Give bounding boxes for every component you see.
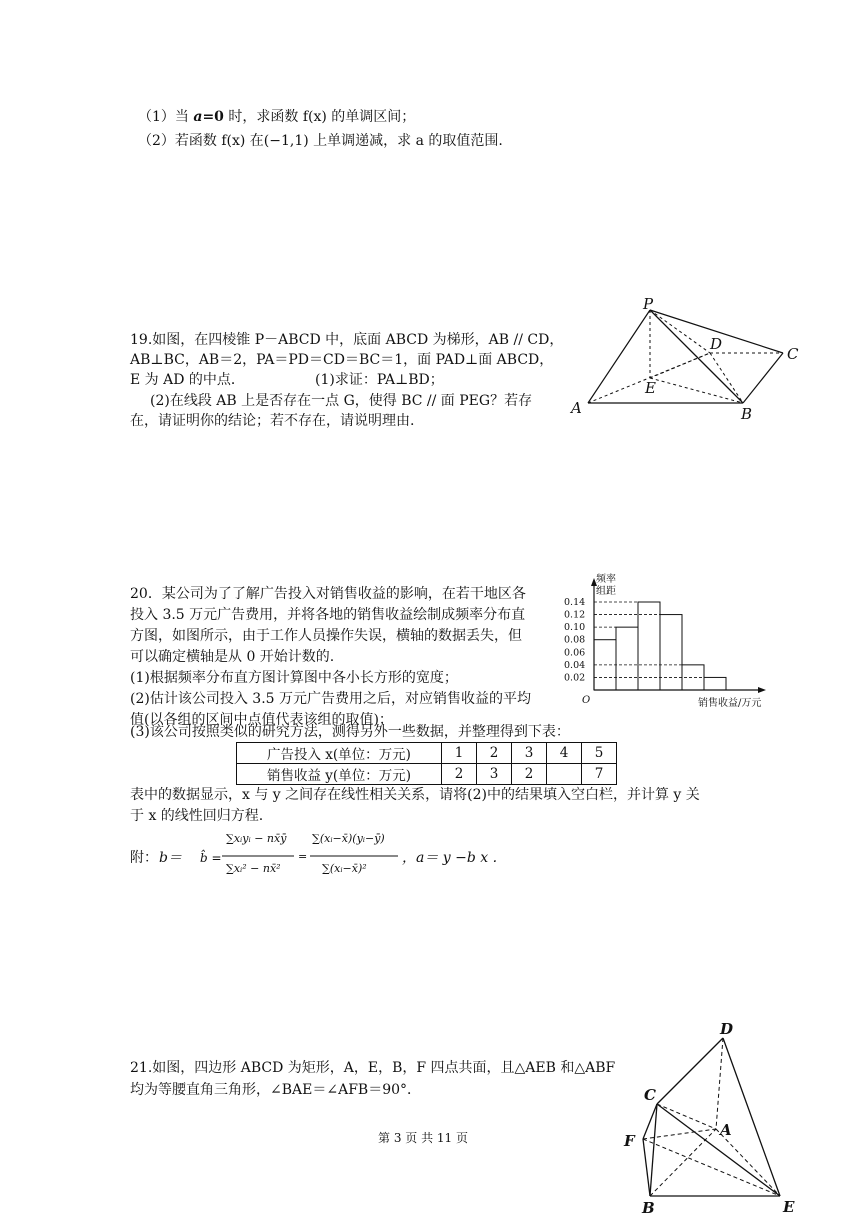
table-cell-blank xyxy=(547,764,582,785)
table-cell: 2 xyxy=(442,764,477,785)
table-cell: 5 xyxy=(582,743,617,764)
y-label-top: 频率 xyxy=(596,574,616,585)
q19-line3a: E 为 AD 的中点． xyxy=(130,372,245,388)
formula-bhat2: b̂ = xyxy=(200,851,222,865)
table-cell: 3 xyxy=(477,764,512,785)
table-cell: 7 xyxy=(582,764,617,785)
label-P: P xyxy=(643,295,654,313)
table-row xyxy=(237,764,617,785)
y-tick-label: 0.04 xyxy=(564,659,586,671)
table-cell: 1 xyxy=(442,743,477,764)
y-label-bottom: 组距 xyxy=(596,586,616,597)
q20-line2: 投入 3.5 万元广告费用，并将各地的销售收益绘制成频率分布直 xyxy=(130,607,526,623)
q21-line2: 均为等腰直角三角形，∠BAE＝∠AFB＝90°． xyxy=(130,1082,422,1098)
solid-figure xyxy=(620,1016,805,1216)
label-B: B xyxy=(741,405,753,423)
q21-line1: 21.如图，四边形 ABCD 为矩形，A，E，B，F 四点共面，且△AEB 和△ABF xyxy=(130,1060,616,1076)
q18-part1: （1）当 a=0 时，求函数 f(x) 的单调区间； xyxy=(138,109,416,125)
label-D: D xyxy=(720,1020,734,1038)
label-A: A xyxy=(571,399,582,417)
svg-text:∑(xᵢ−x̄)(yᵢ−ȳ): ∑(xᵢ−x̄)(yᵢ−ȳ) xyxy=(312,832,385,845)
svg-text:∑(xᵢ−x̄)²: ∑(xᵢ−x̄)² xyxy=(322,862,367,875)
table-cell: 2 xyxy=(512,764,547,785)
histogram-bar xyxy=(660,615,682,690)
histogram-bar xyxy=(638,602,660,690)
data-table xyxy=(236,742,617,785)
x-axis-arrow xyxy=(758,687,766,693)
y-tick-label: 0.06 xyxy=(564,647,586,659)
q20-sub3: (3)该公司按照类似的研究方法，测得另外一些数据，并整理得到下表： xyxy=(130,724,570,740)
svg-text:∑xᵢyᵢ − nx̄ȳ: ∑xᵢyᵢ − nx̄ȳ xyxy=(226,832,287,845)
q20-after1: 表中的数据显示，x 与 y 之间存在线性相关关系，请将(2)中的结果填入空白栏，并计算 y 关 xyxy=(130,787,700,803)
histogram-bar xyxy=(616,627,638,690)
svg-text:=: = xyxy=(298,850,308,863)
regression-formula xyxy=(218,826,408,886)
label-E: E xyxy=(783,1198,795,1216)
y-tick-label: 0.12 xyxy=(564,609,586,621)
formula-ahat: ，a＝ y −b x . xyxy=(402,850,498,866)
row1-header: 广告投入 x(单位：万元) xyxy=(237,743,442,764)
q20-line1: 20．某公司为了了解广告投入对销售收益的影响，在若干地区各 xyxy=(130,586,526,602)
q18-part2: （2）若函数 f(x) 在(−1,1) 上单调递减，求 a 的取值范围. xyxy=(138,133,503,149)
svg-text:∑xᵢ² − nx̄²: ∑xᵢ² − nx̄² xyxy=(226,862,281,875)
formula-bhat: b＝ xyxy=(159,850,182,866)
q19-line1: 19.如图，在四棱锥 P－ABCD 中，底面 ABCD 为梯形，AB // CD， xyxy=(130,332,564,348)
label-E: E xyxy=(645,379,656,397)
table-cell: 4 xyxy=(547,743,582,764)
y-tick-label: 0.02 xyxy=(564,672,586,684)
label-F: F xyxy=(624,1132,635,1150)
q19-line2: AB⊥BC，AB＝2，PA＝PD＝CD＝BC＝1，面 PAD⊥面 ABCD， xyxy=(130,352,554,368)
origin-label: O xyxy=(582,695,591,706)
q19-line3b: (1)求证：PA⊥BD； xyxy=(315,372,444,388)
label-C: C xyxy=(787,345,799,363)
y-tick-label: 0.08 xyxy=(564,634,586,646)
table-row xyxy=(237,743,617,764)
q20-line3: 方图，如图所示，由于工作人员操作失误，横轴的数据丢失，但 xyxy=(130,628,522,644)
q20-sub2a: (2)估计该公司投入 3.5 万元广告费用之后，对应销售收益的平均 xyxy=(130,691,531,707)
row2-header: 销售收益 y(单位：万元) xyxy=(237,764,442,785)
q20-sub1: (1)根据频率分布直方图计算图中各小长方形的宽度； xyxy=(130,670,458,686)
frequency-histogram xyxy=(560,572,775,712)
label-B: B xyxy=(642,1199,655,1216)
x-axis-label: 销售收益/万元 xyxy=(698,698,762,709)
table-cell: 2 xyxy=(477,743,512,764)
label-A: A xyxy=(720,1121,732,1139)
formula-prefix: 附： xyxy=(130,850,158,866)
q20-sub2b: 值(以各组的区间中点值代表该组的取值)； xyxy=(130,712,393,728)
q19-line5: 在，请证明你的结论；若不存在，请说明理由. xyxy=(130,413,415,429)
q19-line4: (2)在线段 AB 上是否存在一点 G，使得 BC // 面 PEG？若存 xyxy=(150,393,533,409)
histogram-bar xyxy=(704,677,726,690)
label-D: D xyxy=(710,335,723,353)
q20-line4: 可以确定横轴是从 0 开始计数的. xyxy=(130,649,335,665)
table-cell: 3 xyxy=(512,743,547,764)
pyramid-figure xyxy=(565,295,805,425)
y-tick-label: 0.10 xyxy=(564,622,586,634)
y-tick-label: 0.14 xyxy=(564,597,586,608)
q20-after2: 于 x 的线性回归方程. xyxy=(130,808,264,824)
page-footer: 第 3 页 共 11 页 xyxy=(378,1131,468,1145)
label-C: C xyxy=(644,1086,656,1104)
